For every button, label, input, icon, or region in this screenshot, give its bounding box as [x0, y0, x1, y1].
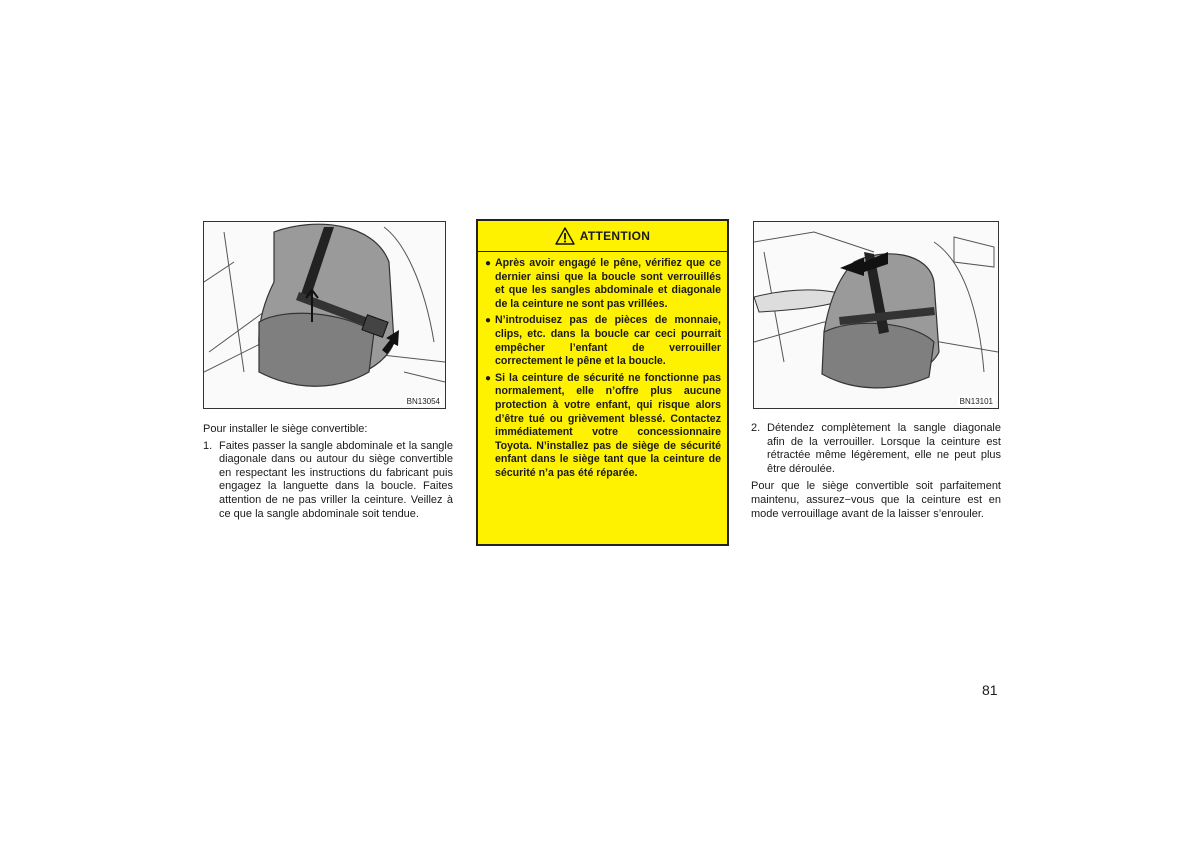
lock-paragraph: Pour que le siège convertible soit parfaitement maintenu, assurez−vous que la ceinture est en mode verrouillage avant de la laisser s’enrouler. [751, 480, 1001, 520]
figure-code: BN13101 [959, 397, 993, 406]
attention-box [476, 219, 729, 546]
step-1 [203, 440, 453, 522]
step-number: 1. [203, 439, 213, 452]
warning-triangle-icon [555, 227, 575, 245]
belt-lock-illustration [754, 222, 998, 408]
step-text: Faites passer la sangle abdominale et la sangle diagonale dans ou autour du siège convertible en respectant les instructions du fabricant puis engagez la languette dans la boucle. Faites attention de ne pas vriller la ceinture. Veillez à ce que la sangle abdominale soit tendue. [219, 439, 453, 520]
step-2 [751, 422, 1001, 476]
attention-item-text: Après avoir engagé le pêne, vérifiez que ce dernier ainsi que la boucle sont verrouillés et que les sangles abdominale et diagonale de la ceinture ne sont pas vrillées. [495, 257, 721, 310]
step-number: 2. [751, 422, 761, 434]
attention-item [485, 314, 721, 368]
bullet-icon: ● [485, 315, 492, 327]
page-number: 81 [982, 682, 998, 698]
bullet-icon: ● [485, 258, 492, 269]
attention-list [478, 252, 727, 481]
illustration-belt-lock [753, 221, 999, 409]
attention-item [485, 257, 721, 311]
left-column [203, 423, 453, 521]
figure-code: BN13054 [406, 397, 440, 406]
child-seat-illustration [204, 222, 445, 408]
right-column [751, 422, 1001, 521]
attention-title: ATTENTION [579, 229, 651, 243]
bullet-icon: ● [485, 372, 492, 384]
attention-header [478, 221, 727, 252]
intro-text: Pour installer le siège convertible: [203, 423, 368, 435]
illustration-child-seat-buckle [203, 221, 446, 409]
step-text: Détendez complètement la sangle diagonale afin de la verrouiller. Lorsque la ceinture est rétractée même légèrement, elle ne peut plus être déroulée. [767, 422, 1001, 475]
attention-item [485, 372, 721, 481]
attention-item-text: N’introduisez pas de pièces de monnaie, clips, etc. dans la boucle car ceci pourrait empêcher l’enfant de verrouiller correctement le pêne et la boucle. [495, 314, 721, 368]
attention-item-text: Si la ceinture de sécurité ne fonctionne pas normalement, elle n’offre plus aucune protection à votre enfant, qui risque alors d’être tué ou grièvement blessé. Contactez immédiatement votre concessionnaire Toyota. N’installez pas de siège de sécurité enfant dans le siège tant que la ceinture de sécurité n’a pas été réparée. [495, 371, 721, 479]
